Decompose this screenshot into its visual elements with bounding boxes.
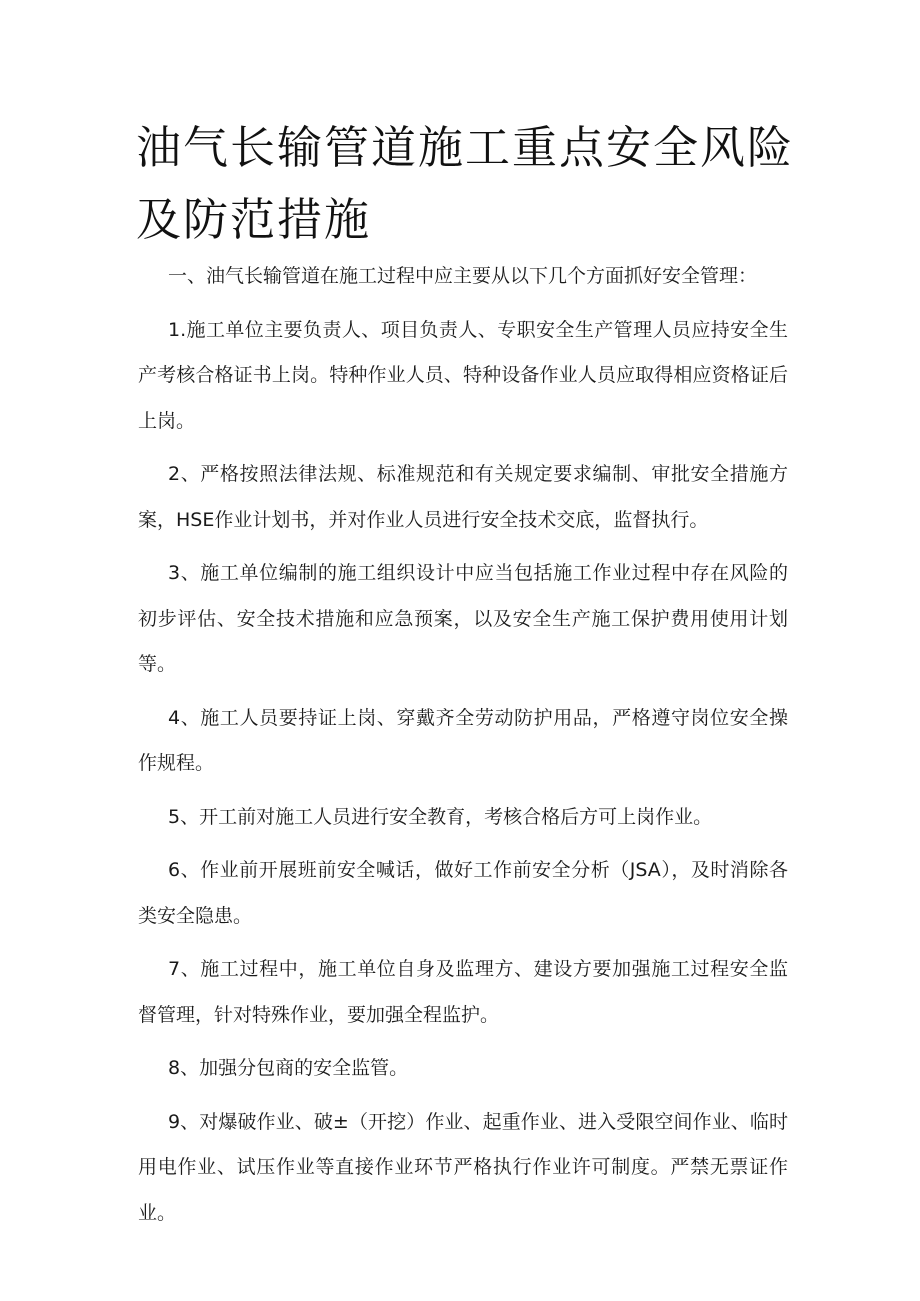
list-item-5: 5、开工前对施工人员进行安全教育，考核合格后方可上岗作业。 [168,805,713,828]
list-item-3: 3、施工单位编制的施工组织设计中应当包括施工作业过程中存在风险的初步评估、安全技术措施和应急预案，以及安全生产施工保护费用使用计划等。 [138,562,788,675]
list-item-1: 1.施工单位主要负责人、项目负责人、专职安全生产管理人员应持安全生产考核合格证书上岗。特种作业人员、特种设备作业人员应取得相应资格证后上岗。 [138,318,788,432]
list-item-2: 2、严格按照法律法规、标准规范和有关规定要求编制、审批安全措施方案，HSE作业计划书，并对作业人员进行安全技术交底，监督执行。 [138,463,788,531]
list-item-9: 9、对爆破作业、破±（开挖）作业、起重作业、进入受限空间作业、临时用电作业、试压作业等直接作业环节严格执行作业许可制度。严禁无票证作业。 [138,1110,788,1224]
list-item-6: 6、作业前开展班前安全喊话，做好工作前安全分析（JSA），及时消除各类安全隐患。 [138,859,788,927]
list-item-8: 8、加强分包商的安全监管。 [168,1057,409,1079]
document-body [138,254,788,1236]
document-title: 油气长输管道施工重点安全风险及防范措施 [136,121,795,246]
list-item-4: 4、施工人员要持证上岗、穿戴齐全劳动防护用品，严格遵守岗位安全操作规程。 [138,706,788,774]
section-heading: 一、油气长输管道在施工过程中应主要从以下几个方面抓好安全管理： [168,265,758,287]
list-item-7: 7、施工过程中，施工单位自身及监理方、建设方要加强施工过程安全监督管理，针对特殊作业，要加强全程监护。 [138,958,788,1026]
